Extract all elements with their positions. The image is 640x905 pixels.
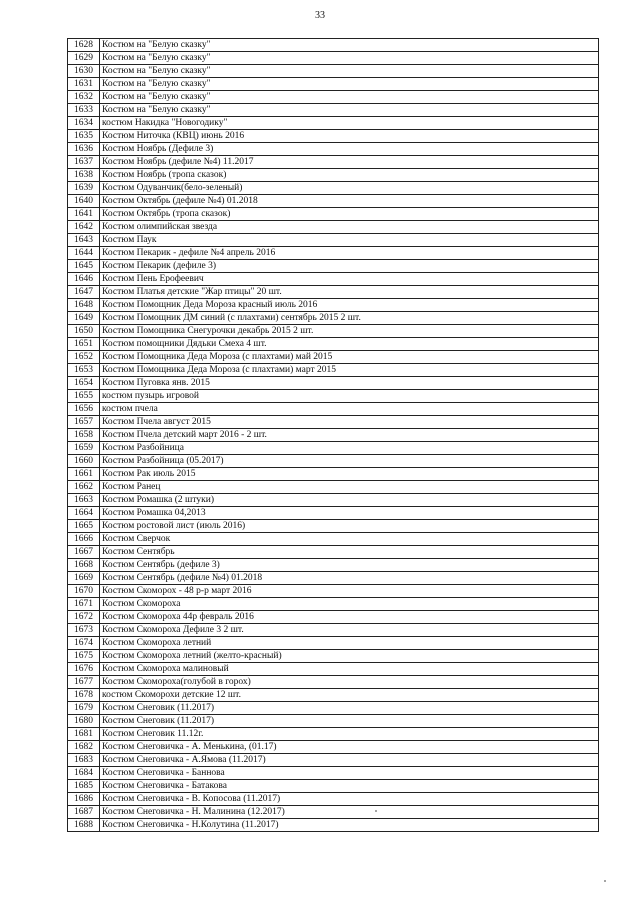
item-name: Костюм Пень Ерофеевич [100, 273, 599, 286]
item-name: Костюм Ноябрь (Дефиле 3) [100, 143, 599, 156]
table-row [68, 481, 599, 494]
page-number: 33 [315, 10, 325, 21]
item-name: Костюм Ноябрь (дефиле №4) 11.2017 [100, 156, 599, 169]
table-row [68, 247, 599, 260]
table-row [68, 208, 599, 221]
table-row [68, 169, 599, 182]
item-name: Костюм Октябрь (дефиле №4) 01.2018 [100, 195, 599, 208]
row-number: 1663 [68, 494, 100, 507]
row-number: 1685 [68, 780, 100, 793]
item-name: Костюм Рак июль 2015 [100, 468, 599, 481]
table-row [68, 143, 599, 156]
row-number: 1655 [68, 390, 100, 403]
row-number: 1676 [68, 663, 100, 676]
inventory-table-body [68, 39, 599, 832]
table-row [68, 585, 599, 598]
table-row [68, 559, 599, 572]
item-name: Костюм на "Белую сказку" [100, 91, 599, 104]
row-number: 1667 [68, 546, 100, 559]
row-number: 1668 [68, 559, 100, 572]
item-name: Костюм Октябрь (тропа сказок) [100, 208, 599, 221]
item-name: Костюм на "Белую сказку" [100, 52, 599, 65]
table-row [68, 663, 599, 676]
row-number: 1673 [68, 624, 100, 637]
item-name: Костюм на "Белую сказку" [100, 104, 599, 117]
item-name: Костюм Помощника Снегурочки декабрь 2015 2 шт. [100, 325, 599, 338]
item-name: Костюм Снеговичка - Баннова [100, 767, 599, 780]
row-number: 1628 [68, 39, 100, 52]
row-number: 1686 [68, 793, 100, 806]
item-name: Костюм на "Белую сказку" [100, 39, 599, 52]
item-name: Костюм Пекарик (дефиле 3) [100, 260, 599, 273]
item-name: Костюм на "Белую сказку" [100, 65, 599, 78]
row-number: 1646 [68, 273, 100, 286]
item-name: Костюм Снеговичка - А.Ямова (11.2017) [100, 754, 599, 767]
item-name: Костюм Сентябрь (дефиле №4) 01.2018 [100, 572, 599, 585]
row-number: 1640 [68, 195, 100, 208]
row-number: 1630 [68, 65, 100, 78]
item-name: Костюм Скомороха Дефиле 3 2 шт. [100, 624, 599, 637]
table-row [68, 741, 599, 754]
row-number: 1687 [68, 806, 100, 819]
table-row [68, 52, 599, 65]
item-name: Костюм ростовой лист (июль 2016) [100, 520, 599, 533]
row-number: 1678 [68, 689, 100, 702]
table-row [68, 650, 599, 663]
table-row [68, 156, 599, 169]
scan-speck [604, 880, 606, 882]
table-row [68, 364, 599, 377]
row-number: 1682 [68, 741, 100, 754]
item-name: Костюм Пекарик - дефиле №4 апрель 2016 [100, 247, 599, 260]
item-name: Костюм Скомороха летний (желто-красный) [100, 650, 599, 663]
table-row [68, 338, 599, 351]
row-number: 1634 [68, 117, 100, 130]
item-name: Костюм Сверчок [100, 533, 599, 546]
table-row [68, 806, 599, 819]
table-row [68, 221, 599, 234]
row-number: 1638 [68, 169, 100, 182]
item-name: Костюм Разбойница (05.2017) [100, 455, 599, 468]
table-row [68, 455, 599, 468]
table-row [68, 611, 599, 624]
table-row [68, 507, 599, 520]
table-row [68, 351, 599, 364]
table-row [68, 546, 599, 559]
item-name: Костюм Скомороха малиновый [100, 663, 599, 676]
table-row [68, 39, 599, 52]
row-number: 1637 [68, 156, 100, 169]
table-row [68, 702, 599, 715]
table-row [68, 234, 599, 247]
item-name: Костюм на "Белую сказку" [100, 78, 599, 91]
table-row [68, 130, 599, 143]
item-name: Костюм помощники Дядьки Смеха 4 шт. [100, 338, 599, 351]
table-row [68, 715, 599, 728]
row-number: 1639 [68, 182, 100, 195]
item-name: Костюм Платья детские "Жар птицы" 20 шт. [100, 286, 599, 299]
row-number: 1633 [68, 104, 100, 117]
table-row [68, 195, 599, 208]
item-name: Костюм Снеговичка - Батакова [100, 780, 599, 793]
item-name: Костюм олимпийская звезда [100, 221, 599, 234]
table-row [68, 624, 599, 637]
item-name: костюм Скоморохи детские 12 шт. [100, 689, 599, 702]
row-number: 1679 [68, 702, 100, 715]
row-number: 1662 [68, 481, 100, 494]
row-number: 1656 [68, 403, 100, 416]
table-row [68, 676, 599, 689]
table-row [68, 390, 599, 403]
item-name: костюм пузырь игровой [100, 390, 599, 403]
row-number: 1669 [68, 572, 100, 585]
row-number: 1661 [68, 468, 100, 481]
row-number: 1635 [68, 130, 100, 143]
row-number: 1665 [68, 520, 100, 533]
item-name: Костюм Пчела детский март 2016 - 2 шт. [100, 429, 599, 442]
item-name: Костюм Сентябрь (дефиле 3) [100, 559, 599, 572]
row-number: 1684 [68, 767, 100, 780]
table-row [68, 767, 599, 780]
table-row [68, 325, 599, 338]
table-row [68, 78, 599, 91]
table-row [68, 637, 599, 650]
item-name: Костюм Пчела август 2015 [100, 416, 599, 429]
table-row [68, 117, 599, 130]
table-row [68, 533, 599, 546]
table-row [68, 494, 599, 507]
row-number: 1674 [68, 637, 100, 650]
table-row [68, 793, 599, 806]
row-number: 1658 [68, 429, 100, 442]
item-name: Костюм Помощник Деда Мороза красный июль 2016 [100, 299, 599, 312]
table-row [68, 416, 599, 429]
row-number: 1681 [68, 728, 100, 741]
row-number: 1659 [68, 442, 100, 455]
row-number: 1653 [68, 364, 100, 377]
item-name: Костюм Помощника Деда Мороза (с плахтами) май 2015 [100, 351, 599, 364]
item-name: Костюм Скоморох - 48 р-р март 2016 [100, 585, 599, 598]
row-number: 1651 [68, 338, 100, 351]
item-name: Костюм Разбойница [100, 442, 599, 455]
row-number: 1642 [68, 221, 100, 234]
item-name: Костюм Снеговик 11.12г. [100, 728, 599, 741]
item-name: Костюм Скомороха летний [100, 637, 599, 650]
row-number: 1688 [68, 819, 100, 832]
item-name: Костюм Помощника Деда Мороза (с плахтами) март 2015 [100, 364, 599, 377]
table-row [68, 91, 599, 104]
table-row [68, 273, 599, 286]
item-name: Костюм Снеговичка - Н. Малинина (12.2017) [100, 806, 599, 819]
item-name: костюм пчела [100, 403, 599, 416]
row-number: 1683 [68, 754, 100, 767]
table-row [68, 429, 599, 442]
row-number: 1641 [68, 208, 100, 221]
item-name: Костюм Одуванчик(бело-зеленый) [100, 182, 599, 195]
scan-speck [375, 810, 377, 812]
row-number: 1650 [68, 325, 100, 338]
table-row [68, 104, 599, 117]
row-number: 1647 [68, 286, 100, 299]
row-number: 1671 [68, 598, 100, 611]
row-number: 1645 [68, 260, 100, 273]
row-number: 1629 [68, 52, 100, 65]
item-name: Костюм Скомороха 44р февраль 2016 [100, 611, 599, 624]
row-number: 1677 [68, 676, 100, 689]
item-name: Костюм Снеговик (11.2017) [100, 715, 599, 728]
row-number: 1654 [68, 377, 100, 390]
item-name: Костюм Паук [100, 234, 599, 247]
item-name: Костюм Помощник ДМ синий (с плахтами) сентябрь 2015 2 шт. [100, 312, 599, 325]
row-number: 1680 [68, 715, 100, 728]
table-row [68, 377, 599, 390]
table-row [68, 520, 599, 533]
row-number: 1644 [68, 247, 100, 260]
row-number: 1660 [68, 455, 100, 468]
row-number: 1670 [68, 585, 100, 598]
table-row [68, 442, 599, 455]
row-number: 1672 [68, 611, 100, 624]
table-row [68, 312, 599, 325]
table-row [68, 780, 599, 793]
table-row [68, 182, 599, 195]
item-name: Костюм Скомороха [100, 598, 599, 611]
row-number: 1648 [68, 299, 100, 312]
row-number: 1643 [68, 234, 100, 247]
row-number: 1675 [68, 650, 100, 663]
item-name: Костюм Ранец [100, 481, 599, 494]
table-row [68, 65, 599, 78]
row-number: 1666 [68, 533, 100, 546]
table-row [68, 403, 599, 416]
table-row [68, 754, 599, 767]
item-name: Костюм Ромашка (2 штуки) [100, 494, 599, 507]
row-number: 1632 [68, 91, 100, 104]
item-name: Костюм Ноябрь (тропа сказок) [100, 169, 599, 182]
row-number: 1636 [68, 143, 100, 156]
row-number: 1652 [68, 351, 100, 364]
item-name: Костюм Ромашка 04,2013 [100, 507, 599, 520]
row-number: 1664 [68, 507, 100, 520]
item-name: Костюм Скомороха(голубой в горох) [100, 676, 599, 689]
table-row [68, 260, 599, 273]
table-row [68, 819, 599, 832]
table-row [68, 468, 599, 481]
item-name: Костюм Снеговичка - А. Менькина, (01.17) [100, 741, 599, 754]
inventory-table [67, 38, 599, 832]
table-row [68, 689, 599, 702]
item-name: Костюм Сентябрь [100, 546, 599, 559]
item-name: Костюм Пуговка янв. 2015 [100, 377, 599, 390]
table-row [68, 598, 599, 611]
table-row [68, 299, 599, 312]
row-number: 1631 [68, 78, 100, 91]
row-number: 1649 [68, 312, 100, 325]
item-name: Костюм Снеговичка - Н.Колутина (11.2017) [100, 819, 599, 832]
item-name: костюм Накидка "Новогодику" [100, 117, 599, 130]
item-name: Костюм Снеговичка - В. Копосова (11.2017) [100, 793, 599, 806]
table-row [68, 728, 599, 741]
item-name: Костюм Снеговик (11.2017) [100, 702, 599, 715]
item-name: Костюм Ниточка (КВЦ) июнь 2016 [100, 130, 599, 143]
table-row [68, 286, 599, 299]
table-row [68, 572, 599, 585]
row-number: 1657 [68, 416, 100, 429]
